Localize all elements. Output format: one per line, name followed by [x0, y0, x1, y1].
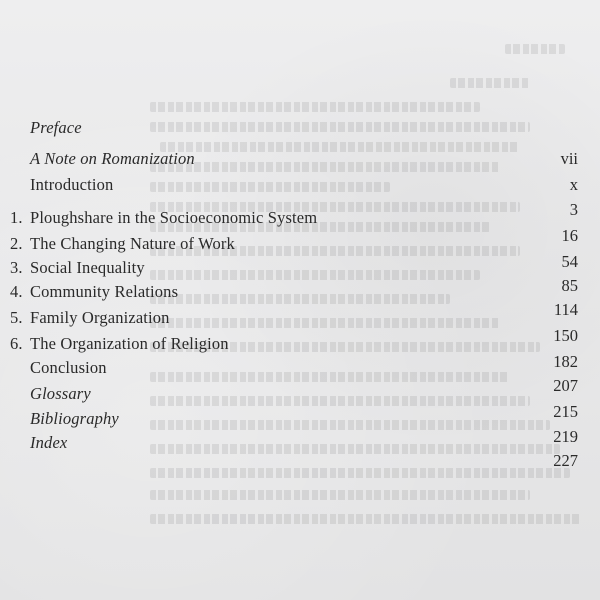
toc-entry-page: 114: [553, 300, 578, 319]
toc-entry-page: 219: [553, 427, 578, 446]
toc-entry-title: Social Inequality: [30, 258, 145, 277]
toc-entry-index[interactable]: [0, 431, 600, 470]
toc-entry-title: Conclusion: [30, 358, 107, 377]
toc-entry-title: The Organization of Religion: [30, 334, 229, 353]
toc-entry-number: 3.: [10, 258, 23, 277]
toc-entry-number: 4.: [10, 282, 23, 301]
toc-entry-title: Bibliography: [30, 409, 119, 428]
toc-entry-title: A Note on Romanization: [30, 149, 195, 168]
toc-entry-page: 85: [561, 276, 578, 295]
toc-entry-page: 150: [553, 326, 578, 345]
toc-entry-page: 215: [553, 402, 578, 421]
toc-entry-title: Preface: [30, 118, 82, 137]
ghost-line: [505, 44, 565, 54]
toc-entry-title: The Changing Nature of Work: [30, 234, 235, 253]
toc-entry-page: x: [569, 175, 578, 194]
toc-entry-number: 1.: [10, 208, 23, 227]
toc-entry-preface[interactable]: [0, 116, 600, 140]
ghost-line: [150, 468, 570, 478]
toc-entry-page: 227: [553, 451, 578, 470]
toc-entry-title: Index: [30, 433, 68, 452]
toc-entry-page: 16: [561, 226, 578, 245]
toc-entry-introduction[interactable]: [0, 173, 600, 197]
toc-entry-number: 2.: [10, 234, 23, 253]
toc-entry-page: vii: [560, 149, 578, 168]
toc-entry-title: Introduction: [30, 175, 114, 194]
toc-entry-page: 54: [561, 252, 578, 271]
ghost-line: [150, 102, 480, 112]
toc-entry-title: Ploughshare in the Socioeconomic System: [30, 208, 318, 227]
toc-entry-title: Family Organization: [30, 308, 170, 327]
ghost-line: [150, 490, 530, 500]
toc-entry-number: 5.: [10, 308, 23, 327]
toc-entry-page: 3: [569, 200, 578, 219]
toc-entry-romanization[interactable]: [0, 147, 600, 171]
toc-entry-number: 6.: [10, 334, 23, 353]
toc-entry-page: 182: [553, 352, 578, 371]
toc-entry-title: Community Relations: [30, 282, 179, 301]
table-of-contents: [0, 116, 600, 470]
toc-entry-title: Glossary: [30, 384, 91, 403]
ghost-line: [450, 78, 530, 88]
ghost-line: [150, 514, 580, 524]
toc-entry-page: 207: [553, 376, 578, 395]
